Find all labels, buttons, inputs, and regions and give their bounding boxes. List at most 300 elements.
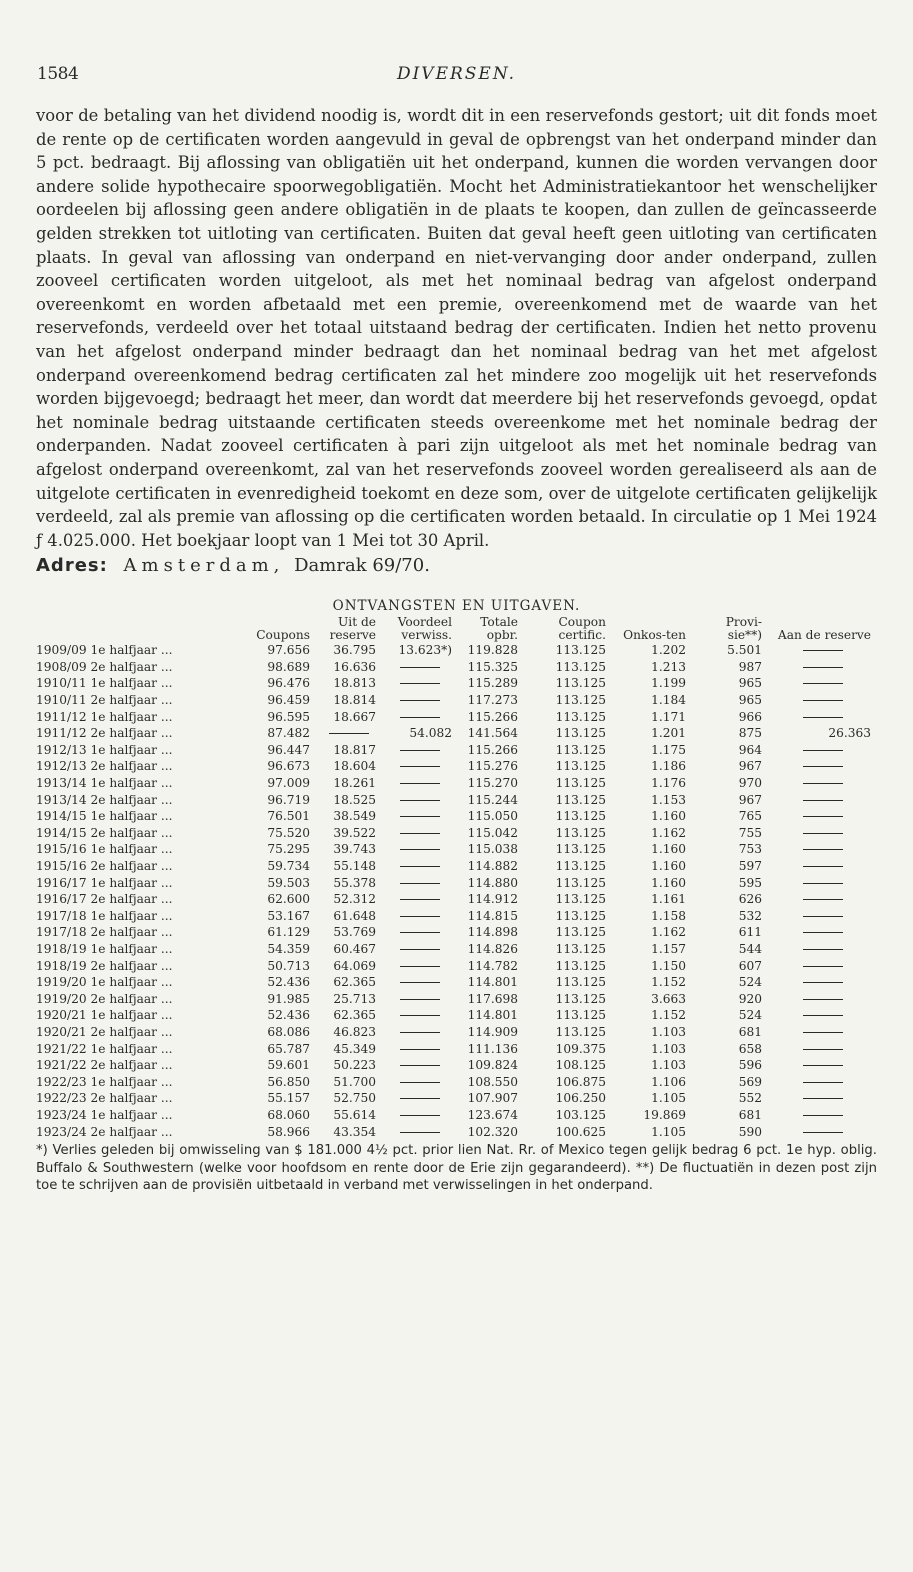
cell-value: 75.520 — [267, 825, 310, 840]
empty-dash — [803, 932, 843, 933]
cell-value: 65.787 — [267, 1041, 310, 1056]
empty-dash — [803, 999, 843, 1000]
cell-value: 113.125 — [555, 925, 606, 940]
cell-value: 965 — [738, 676, 762, 691]
cell-value — [382, 775, 458, 792]
cell-value: 109.824 — [467, 1058, 518, 1073]
cell-value: 115.276 — [467, 759, 518, 774]
table-row — [36, 709, 877, 726]
cell-value — [382, 841, 458, 858]
cell-value: 96.447 — [267, 742, 310, 757]
cell-value: 1.106 — [651, 1074, 686, 1089]
cell-period: 1918/19 1e halfjaar ... — [36, 941, 173, 956]
cell-value — [382, 808, 458, 825]
cell-value: 5.501 — [727, 643, 762, 658]
empty-dash — [803, 1115, 843, 1116]
cell-value: 1.162 — [651, 825, 686, 840]
cell-value: 114.801 — [467, 975, 518, 990]
cell-value: 596 — [738, 1058, 762, 1073]
cell-value: 113.125 — [555, 825, 606, 840]
cell-value: 113.125 — [555, 941, 606, 956]
cell-period: 1917/18 1e halfjaar ... — [36, 908, 173, 923]
cell-value: 113.125 — [555, 842, 606, 857]
cell-value: 36.795 — [333, 643, 376, 658]
cell-value — [382, 709, 458, 726]
empty-dash — [400, 1098, 440, 1099]
empty-dash — [400, 683, 440, 684]
cell-value: 51.700 — [333, 1074, 376, 1089]
cell-value: 681 — [738, 1107, 762, 1122]
empty-dash — [400, 766, 440, 767]
cell-value: 607 — [738, 958, 762, 973]
cell-value: 108.125 — [555, 1058, 606, 1073]
cell-period: 1915/16 1e halfjaar ... — [36, 842, 173, 857]
cell-period: 1911/12 2e halfjaar ... — [36, 726, 173, 741]
table-row — [36, 1041, 877, 1058]
cell-value: 115.270 — [467, 776, 518, 791]
cell-value: 597 — [738, 859, 762, 873]
cell-value: 102.320 — [467, 1124, 518, 1139]
cell-value: 1.160 — [651, 842, 686, 857]
cell-value: 117.273 — [467, 693, 518, 708]
cell-value — [768, 908, 877, 925]
cell-value: 1.103 — [651, 1041, 686, 1056]
cell-value: 62.365 — [333, 975, 376, 990]
cell-value — [382, 858, 458, 875]
cell-value: 113.125 — [555, 792, 606, 807]
cell-value: 658 — [738, 1041, 762, 1056]
table-row — [36, 775, 877, 792]
cell-value: 96.595 — [267, 709, 310, 724]
cell-value: 113.125 — [555, 1024, 606, 1039]
empty-dash — [400, 916, 440, 917]
table-row — [36, 1090, 877, 1107]
cell-value: 1.184 — [651, 693, 686, 708]
cell-value — [382, 974, 458, 991]
table-row — [36, 742, 877, 759]
cell-value: 106.250 — [555, 1091, 606, 1106]
cell-period: 1916/17 1e halfjaar ... — [36, 875, 173, 890]
cell-value: 970 — [738, 776, 762, 791]
cell-value: 13.623*) — [398, 643, 452, 658]
cell-value — [768, 792, 877, 809]
cell-value: 115.266 — [467, 742, 518, 757]
cell-value — [382, 1024, 458, 1041]
empty-dash — [803, 800, 843, 801]
cell-value: 1.160 — [651, 809, 686, 824]
cell-value: 52.750 — [333, 1091, 376, 1106]
cell-value: 103.125 — [555, 1107, 606, 1122]
cell-period: 1913/14 2e halfjaar ... — [36, 792, 173, 807]
cell-period: 1910/11 1e halfjaar ... — [36, 676, 173, 691]
cell-value: 50.713 — [267, 958, 310, 973]
table-row — [36, 1024, 877, 1041]
cell-value: 18.261 — [333, 776, 376, 791]
empty-dash — [400, 849, 440, 850]
empty-dash — [803, 916, 843, 917]
cell-value: 100.625 — [555, 1124, 606, 1139]
cell-value: 38.549 — [333, 809, 376, 824]
cell-value — [768, 924, 877, 941]
empty-dash — [400, 966, 440, 967]
cell-value: 96.719 — [267, 792, 310, 807]
cell-value: 18.604 — [333, 759, 376, 774]
cell-value: 18.817 — [333, 742, 376, 757]
cell-value: 115.042 — [467, 825, 518, 840]
empty-dash — [803, 1132, 843, 1133]
cell-value — [768, 675, 877, 692]
cell-value: 113.125 — [555, 742, 606, 757]
footnotes: *) Verlies geleden bij omwisseling van $ 181.000 4½ pct. prior lien Nat. Rr. of Mexico tegen gelijk bedrag 6 pct. 1e hyp. oblig. Buffalo & Southwestern (welke voor hoofdsom en rente door de Erie zijn gegarandeerd). **) De fluctuatiën in dezen post zijn toe te schrijven aan de provisiën uitbetaald in verband met verwisselingen in het onderpand. — [36, 1143, 877, 1193]
empty-dash — [400, 1015, 440, 1016]
cell-value: 1.103 — [651, 1024, 686, 1039]
empty-dash — [803, 1032, 843, 1033]
cell-value: 1.161 — [651, 892, 686, 907]
empty-dash — [400, 750, 440, 751]
empty-dash — [400, 816, 440, 817]
table-row — [36, 675, 877, 692]
address-city: Amsterdam, — [123, 555, 285, 577]
cell-value: 1.213 — [651, 659, 686, 674]
cell-value: 920 — [738, 991, 762, 1006]
cell-value: 113.125 — [555, 726, 606, 741]
cell-value — [768, 659, 877, 676]
cell-value: 590 — [738, 1124, 762, 1139]
cell-value: 626 — [738, 892, 762, 907]
cell-value: 875 — [738, 726, 762, 741]
empty-dash — [803, 1065, 843, 1066]
cell-value: 115.325 — [467, 659, 518, 674]
cell-value — [768, 775, 877, 792]
cell-value — [382, 908, 458, 925]
cell-value: 114.801 — [467, 1008, 518, 1023]
table-row — [36, 792, 877, 809]
cell-value: 113.125 — [555, 676, 606, 691]
cell-value: 113.125 — [555, 809, 606, 824]
cell-value: 45.349 — [333, 1041, 376, 1056]
cell-value: 55.614 — [333, 1107, 376, 1122]
table-row — [36, 758, 877, 775]
empty-dash — [400, 999, 440, 1000]
cell-value: 966 — [738, 709, 762, 724]
cell-value — [316, 725, 382, 742]
cell-value: 39.743 — [333, 842, 376, 857]
cell-period: 1911/12 1e halfjaar ... — [36, 709, 173, 724]
cell-value: 111.136 — [467, 1041, 518, 1056]
cell-value — [768, 642, 877, 659]
cell-period: 1910/11 2e halfjaar ... — [36, 693, 173, 708]
cell-value — [382, 941, 458, 958]
cell-value — [382, 924, 458, 941]
cell-value — [768, 1107, 877, 1124]
cell-value: 1.158 — [651, 908, 686, 923]
cell-period: 1914/15 2e halfjaar ... — [36, 825, 173, 840]
cell-value — [382, 1041, 458, 1058]
cell-value: 68.060 — [267, 1107, 310, 1122]
table-row — [36, 891, 877, 908]
cell-value: 43.354 — [333, 1124, 376, 1139]
cell-period: 1920/21 2e halfjaar ... — [36, 1024, 173, 1039]
cell-value — [768, 1090, 877, 1107]
cell-value: 964 — [738, 742, 762, 757]
cell-value: 113.125 — [555, 908, 606, 923]
cell-value: 113.125 — [555, 776, 606, 791]
cell-value — [768, 858, 877, 875]
cell-value: 59.734 — [267, 859, 310, 873]
cell-value: 98.689 — [267, 659, 310, 674]
cell-value: 109.375 — [555, 1041, 606, 1056]
cell-value: 117.698 — [467, 991, 518, 1006]
table-title: ONTVANGSTEN EN UITGAVEN. — [332, 598, 581, 615]
cell-value — [382, 875, 458, 892]
cell-value — [768, 742, 877, 759]
table-row — [36, 974, 877, 991]
cell-value — [382, 1090, 458, 1107]
table-row — [36, 642, 877, 659]
cell-value: 62.365 — [333, 1008, 376, 1023]
empty-dash — [400, 1115, 440, 1116]
cell-value — [382, 1007, 458, 1024]
cell-value: 987 — [738, 659, 762, 674]
body-paragraph: voor de betaling van het dividend noodig is, wordt dit in een reservefonds gestort; uit dit fonds moet de rente op de certificaten worden aangevuld in geval de opbrengst van het onderpand minder dan 5 pct. bedraagt. Bij aflossing van obligatiën uit het onderpand, kunnen die worden vervangen door andere solide hypothecaire spoorwegobligatiën. Mocht het Administratiekantoor het wenschelijker oordeelen bij aflossing geen andere obligatiën in de plaats te koopen, dan zullen de geïncasseerde gelden strekken tot uitloting van certificaten. Buiten dat geval heeft geen uitloting van certificaten plaats. In geval van aflossing van onderpand en niet-vervanging door ander onderpand, zullen zooveel certificaten worden uitgeloot, als met het nominaal bedrag van afgelost onderpand overeenkomt en worden afbetaald met een premie, overeenkomend met de waarde van het reservefonds, verdeeld over het totaal uitstaand bedrag der certificaten. Indien het netto provenu van het afgelost onderpand minder bedraagt dan het nominaal bedrag van het met afgelost onderpand overeenkomend bedrag certificaten zal het mindere zoo mogelijk uit het reservefonds worden bijgevoegd; bedraagt het meer, dan wordt dat meerdere bij het reservefonds gevoegd, opdat het nominale bedrag uitstaande certificaten steeds overeenkome met het nominale bedrag der onderpanden. Nadat zooveel certificaten à pari zijn uitgeloot als met het nominale bedrag van afgelost onderpand overeenkomt, zal van het reservefonds zooveel worden gerealiseerd als aan de uitgelote certificaten in evenredigheid toekomt en deze som, over de uitgelote certificaten gelijkelijk verdeeld, zal als premie van aflossing op die certificaten worden betaald. In circulatie op 1 Mei 1924 ƒ 4.025.000. Het boekjaar loopt van 1 Mei tot 30 April. — [36, 106, 877, 550]
cell-value — [382, 891, 458, 908]
cell-value — [382, 758, 458, 775]
table-row — [36, 1124, 877, 1141]
cell-value: 52.436 — [267, 975, 310, 990]
cell-value — [768, 1041, 877, 1058]
cell-value: 1.105 — [651, 1091, 686, 1106]
empty-dash — [803, 783, 843, 784]
cell-period: 1914/15 1e halfjaar ... — [36, 809, 173, 824]
empty-dash — [803, 700, 843, 701]
cell-value: 115.050 — [467, 809, 518, 824]
cell-value — [382, 742, 458, 759]
table-body — [36, 642, 877, 1140]
table-row — [36, 941, 877, 958]
header-totale-opbr: Totale opbr. — [480, 615, 518, 643]
table-row — [36, 841, 877, 858]
cell-value: 115.289 — [467, 676, 518, 691]
cell-value: 52.436 — [267, 1008, 310, 1023]
cell-value: 18.813 — [333, 676, 376, 691]
empty-dash — [400, 667, 440, 668]
table-row — [36, 659, 877, 676]
cell-value — [382, 692, 458, 709]
cell-value: 1.152 — [651, 975, 686, 990]
cell-value: 91.985 — [267, 991, 310, 1006]
cell-value: 108.550 — [467, 1074, 518, 1089]
cell-value: 1.157 — [651, 941, 686, 956]
cell-value — [382, 1107, 458, 1124]
empty-dash — [400, 899, 440, 900]
cell-value: 56.850 — [267, 1074, 310, 1089]
cell-value: 58.966 — [267, 1124, 310, 1139]
cell-value: 55.157 — [267, 1091, 310, 1106]
cell-value — [768, 808, 877, 825]
empty-dash — [400, 1132, 440, 1133]
empty-dash — [329, 733, 369, 734]
cell-period: 1918/19 2e halfjaar ... — [36, 958, 173, 973]
cell-value: 114.815 — [467, 908, 518, 923]
cell-period: 1921/22 2e halfjaar ... — [36, 1058, 173, 1073]
header-voordeel-verwiss: Voordeel verwiss. — [397, 615, 452, 643]
empty-dash — [400, 833, 440, 834]
cell-period: 1912/13 1e halfjaar ... — [36, 742, 173, 757]
cell-period: 1920/21 1e halfjaar ... — [36, 1008, 173, 1023]
empty-dash — [803, 966, 843, 967]
address-street: Damrak 69/70. — [294, 555, 430, 577]
cell-value: 755 — [738, 825, 762, 840]
cell-period: 1913/14 1e halfjaar ... — [36, 776, 173, 791]
address-label: Adres: — [36, 555, 108, 577]
cell-period: 1919/20 1e halfjaar ... — [36, 975, 173, 990]
empty-dash — [803, 667, 843, 668]
cell-value: 1.105 — [651, 1124, 686, 1139]
header-aan-de-reserve: Aan de reserve — [777, 628, 871, 643]
cell-value: 96.476 — [267, 676, 310, 691]
empty-dash — [400, 932, 440, 933]
cell-value: 552 — [738, 1091, 762, 1106]
empty-dash — [400, 1065, 440, 1066]
cell-value: 113.125 — [555, 709, 606, 724]
empty-dash — [803, 883, 843, 884]
cell-value — [768, 958, 877, 975]
cell-value: 53.769 — [333, 925, 376, 940]
cell-value: 1.175 — [651, 742, 686, 757]
table-row — [36, 1107, 877, 1124]
cell-value — [768, 1057, 877, 1074]
cell-value: 115.244 — [467, 792, 518, 807]
cell-value: 1.152 — [651, 1008, 686, 1023]
cell-value — [768, 1074, 877, 1091]
cell-value: 113.125 — [555, 1008, 606, 1023]
cell-value: 76.501 — [267, 809, 310, 824]
cell-value: 114.782 — [467, 958, 518, 973]
empty-dash — [400, 949, 440, 950]
table-row — [36, 858, 877, 875]
page-header — [36, 64, 877, 104]
cell-period: 1923/24 1e halfjaar ... — [36, 1107, 173, 1122]
cell-value: 113.125 — [555, 991, 606, 1006]
cell-value: 55.148 — [333, 859, 376, 873]
cell-value — [768, 991, 877, 1008]
cell-value: 46.823 — [333, 1024, 376, 1039]
cell-value: 55.378 — [333, 875, 376, 890]
cell-value: 106.875 — [555, 1074, 606, 1089]
cell-value — [768, 692, 877, 709]
cell-value: 141.564 — [467, 726, 518, 741]
table-row — [36, 924, 877, 941]
cell-value: 107.907 — [467, 1091, 518, 1106]
cell-value: 50.223 — [333, 1058, 376, 1073]
table-row — [36, 825, 877, 842]
cell-value: 114.898 — [467, 925, 518, 940]
cell-value: 967 — [738, 792, 762, 807]
cell-value: 18.667 — [333, 709, 376, 724]
cell-value: 1.176 — [651, 776, 686, 791]
cell-value: 97.656 — [267, 643, 310, 658]
header-provisie: Provi-sie**) — [725, 615, 762, 643]
cell-value: 113.125 — [555, 859, 606, 873]
empty-dash — [803, 750, 843, 751]
empty-dash — [803, 982, 843, 983]
cell-value — [382, 659, 458, 676]
empty-dash — [400, 800, 440, 801]
table-row — [36, 1074, 877, 1091]
empty-dash — [803, 816, 843, 817]
cell-value — [768, 1007, 877, 1024]
cell-period: 1917/18 2e halfjaar ... — [36, 925, 173, 940]
cell-value: 569 — [738, 1074, 762, 1089]
table-row — [36, 875, 877, 892]
cell-value: 765 — [738, 809, 762, 824]
cell-period: 1908/09 2e halfjaar ... — [36, 659, 173, 674]
table-row — [36, 991, 877, 1008]
table-row — [36, 1007, 877, 1024]
cell-value: 64.069 — [333, 958, 376, 973]
empty-dash — [400, 700, 440, 701]
header-onkosten: Onkos-ten — [623, 628, 686, 643]
empty-dash — [803, 833, 843, 834]
empty-dash — [400, 783, 440, 784]
header-coupon-certific: Coupon certific. — [558, 615, 606, 643]
running-title: DIVERSEN. — [396, 64, 517, 84]
cell-value: 532 — [738, 908, 762, 923]
empty-dash — [803, 683, 843, 684]
cell-period: 1919/20 2e halfjaar ... — [36, 991, 173, 1006]
empty-dash — [803, 849, 843, 850]
cell-value: 681 — [738, 1024, 762, 1039]
cell-value — [768, 841, 877, 858]
cell-value: 61.129 — [267, 925, 310, 940]
empty-dash — [803, 717, 843, 718]
cell-value — [382, 991, 458, 1008]
empty-dash — [400, 717, 440, 718]
cell-value: 59.601 — [267, 1058, 310, 1073]
cell-value: 114.880 — [467, 875, 518, 890]
cell-value: 123.674 — [467, 1107, 518, 1122]
cell-value — [382, 1074, 458, 1091]
cell-value: 113.125 — [555, 975, 606, 990]
cell-value: 18.814 — [333, 693, 376, 708]
cell-value: 1.160 — [651, 875, 686, 890]
financial-table — [36, 616, 877, 1140]
cell-value: 96.459 — [267, 693, 310, 708]
cell-value — [382, 958, 458, 975]
table-row — [36, 908, 877, 925]
cell-value: 1.103 — [651, 1058, 686, 1073]
cell-value — [768, 891, 877, 908]
cell-period: 1912/13 2e halfjaar ... — [36, 759, 173, 774]
table-header-row — [36, 616, 877, 642]
empty-dash — [803, 1015, 843, 1016]
empty-dash — [803, 899, 843, 900]
cell-value — [768, 825, 877, 842]
empty-dash — [803, 766, 843, 767]
cell-value — [768, 974, 877, 991]
cell-period: 1922/23 2e halfjaar ... — [36, 1091, 173, 1106]
cell-value: 119.828 — [467, 643, 518, 658]
cell-period: 1923/24 2e halfjaar ... — [36, 1124, 173, 1139]
cell-value: 54.082 — [409, 726, 452, 741]
table-row — [36, 692, 877, 709]
cell-value: 26.363 — [828, 726, 871, 741]
cell-value: 1.186 — [651, 759, 686, 774]
empty-dash — [803, 1049, 843, 1050]
cell-period: 1915/16 2e halfjaar ... — [36, 859, 173, 873]
cell-value: 595 — [738, 875, 762, 890]
table-row — [36, 725, 877, 742]
